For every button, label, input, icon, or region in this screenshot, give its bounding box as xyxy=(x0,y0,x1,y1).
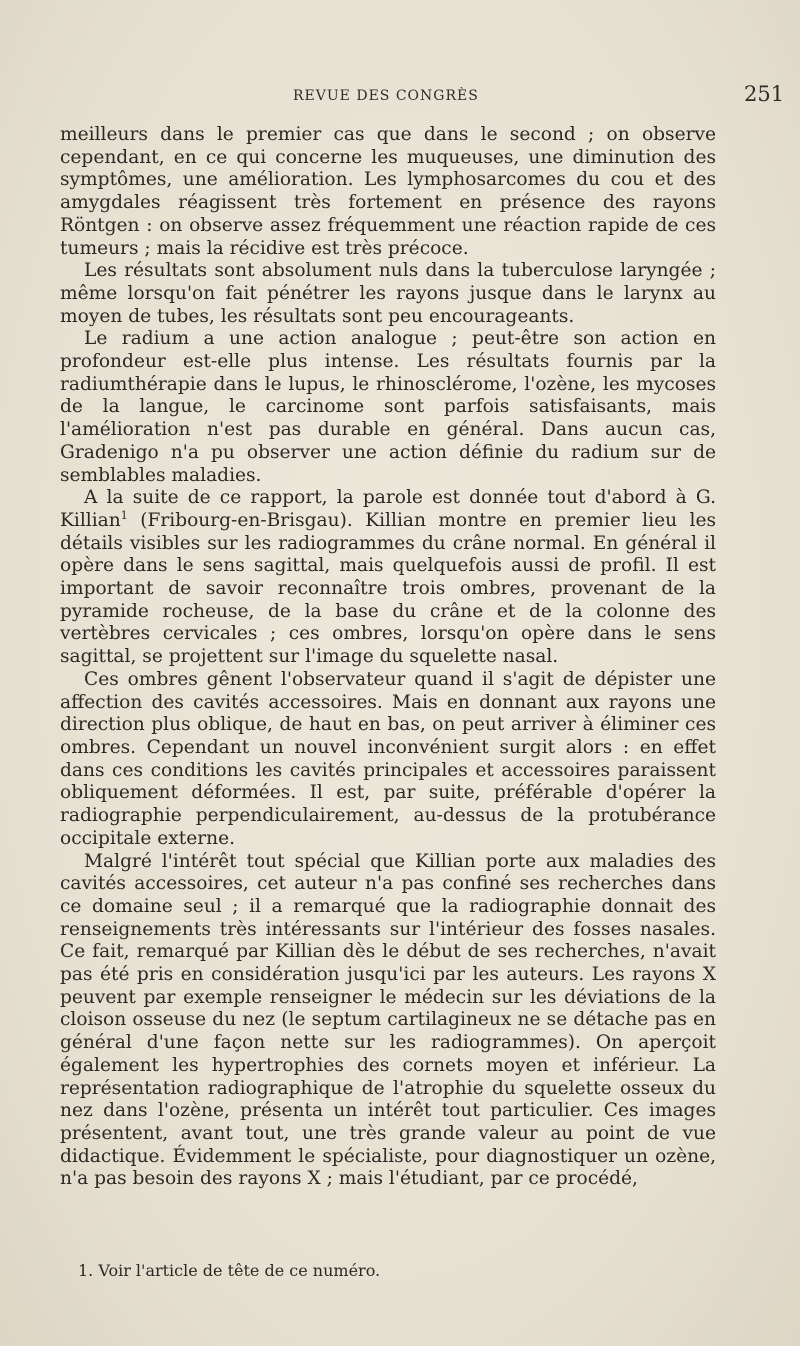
paragraph-3: Le radium a une action analogue ; peut-être son action en profondeur est-elle plus intense. Les résultats fournis par la radiumthérapie dans le lupus, le rhinosclérome, l'ozène, les mycoses de la langue, le carcinome sont parfois satisfaisants, mais l'amélioration n'est pas durable en général. Dans aucun cas, Gradenigo n'a pu observer une action définie du radium sur de semblables maladies. xyxy=(60,328,716,486)
footnote: 1. Voir l'article de tête de ce numéro. xyxy=(78,1261,381,1280)
paragraph-1: meilleurs dans le premier cas que dans le second ; on observe cependant, en ce qui concerne les muqueuses, une diminution des symptômes, une amélioration. Les lymphosarcomes du cou et des amygdales réagissent très fortement en présence des rayons Röntgen : on observe assez fréquemment une réaction rapide de ces tumeurs ; mais la récidive est très précoce. xyxy=(60,124,716,259)
paragraph-6: Malgré l'intérêt tout spécial que Killian porte aux maladies des cavités accessoires, cet auteur n'a pas confiné ses recherches dans ce domaine seul ; il a remarqué que la radiographie donnait des renseignements très intéressants sur l'intérieur des fosses nasales. Ce fait, remarqué par Killian dès le début de ses recherches, n'avait pas été pris en considération jusqu'ici par les auteurs. Les rayons X peuvent par exemple renseigner le médecin sur les déviations de la cloison osseuse du nez (le septum cartilagineux ne se détache pas en général d'une façon nette sur les radiogrammes). On aperçoit également les hypertrophies des cornets moyen et inférieur. La représentation radiographique de l'atrophie du squelette osseux du nez dans l'ozène, présenta un intérêt tout particulier. Ces images présentent, avant tout, une très grande valeur au point de vue didactique. Évidemment le spécialiste, pour diagnostiquer un ozène, n'a pas besoin des rayons X ; mais l'étudiant, par ce procédé, xyxy=(60,850,716,1190)
paragraph-5: Ces ombres gênent l'observateur quand il s'agit de dépister une affection des cavités accessoires. Mais en donnant aux rayons une direction plus oblique, de haut en bas, on peut arriver à éliminer ces ombres. Cependant un nouvel inconvénient surgit alors : en effet dans ces conditions les cavités principales et accessoires paraissent obliquement déformées. Il est, par suite, préférable d'opérer la radiographie perpendiculairement, au-dessus de la protubérance occipitale externe. xyxy=(60,668,716,849)
paragraph-4-end: (Fribourg-en-Brisgau). Killian montre en premier lieu les détails visibles sur les radiogrammes du crâne normal. En général il opère dans le sens sagittal, mais quelquefois aussi de profil. Il est important de savoir reconnaître trois ombres, provenant de la pyramide rocheuse, de la base du crâne et de la colonne des vertèbres cervicales ; ces ombres, lorsqu'on opère dans le sens sagittal, se projettent sur l'image du squelette nasal. xyxy=(60,509,716,668)
paragraph-2: Les résultats sont absolument nuls dans la tuberculose laryngée ; même lorsqu'on fait pénétrer les rayons jusque dans le larynx au moyen de tubes, les résultats sont peu encourageants. xyxy=(60,260,716,327)
running-title: REVUE DES CONGRÈS xyxy=(293,88,479,104)
footnote-reference: 1 xyxy=(120,508,128,522)
paragraph-4-start: A la suite de ce rapport, la parole est donnée tout d'abord à G. Killian xyxy=(60,487,716,531)
page-number: 251 xyxy=(744,82,785,106)
page-header xyxy=(0,82,800,112)
body-text xyxy=(60,124,716,1191)
paragraph-4 xyxy=(60,487,716,669)
